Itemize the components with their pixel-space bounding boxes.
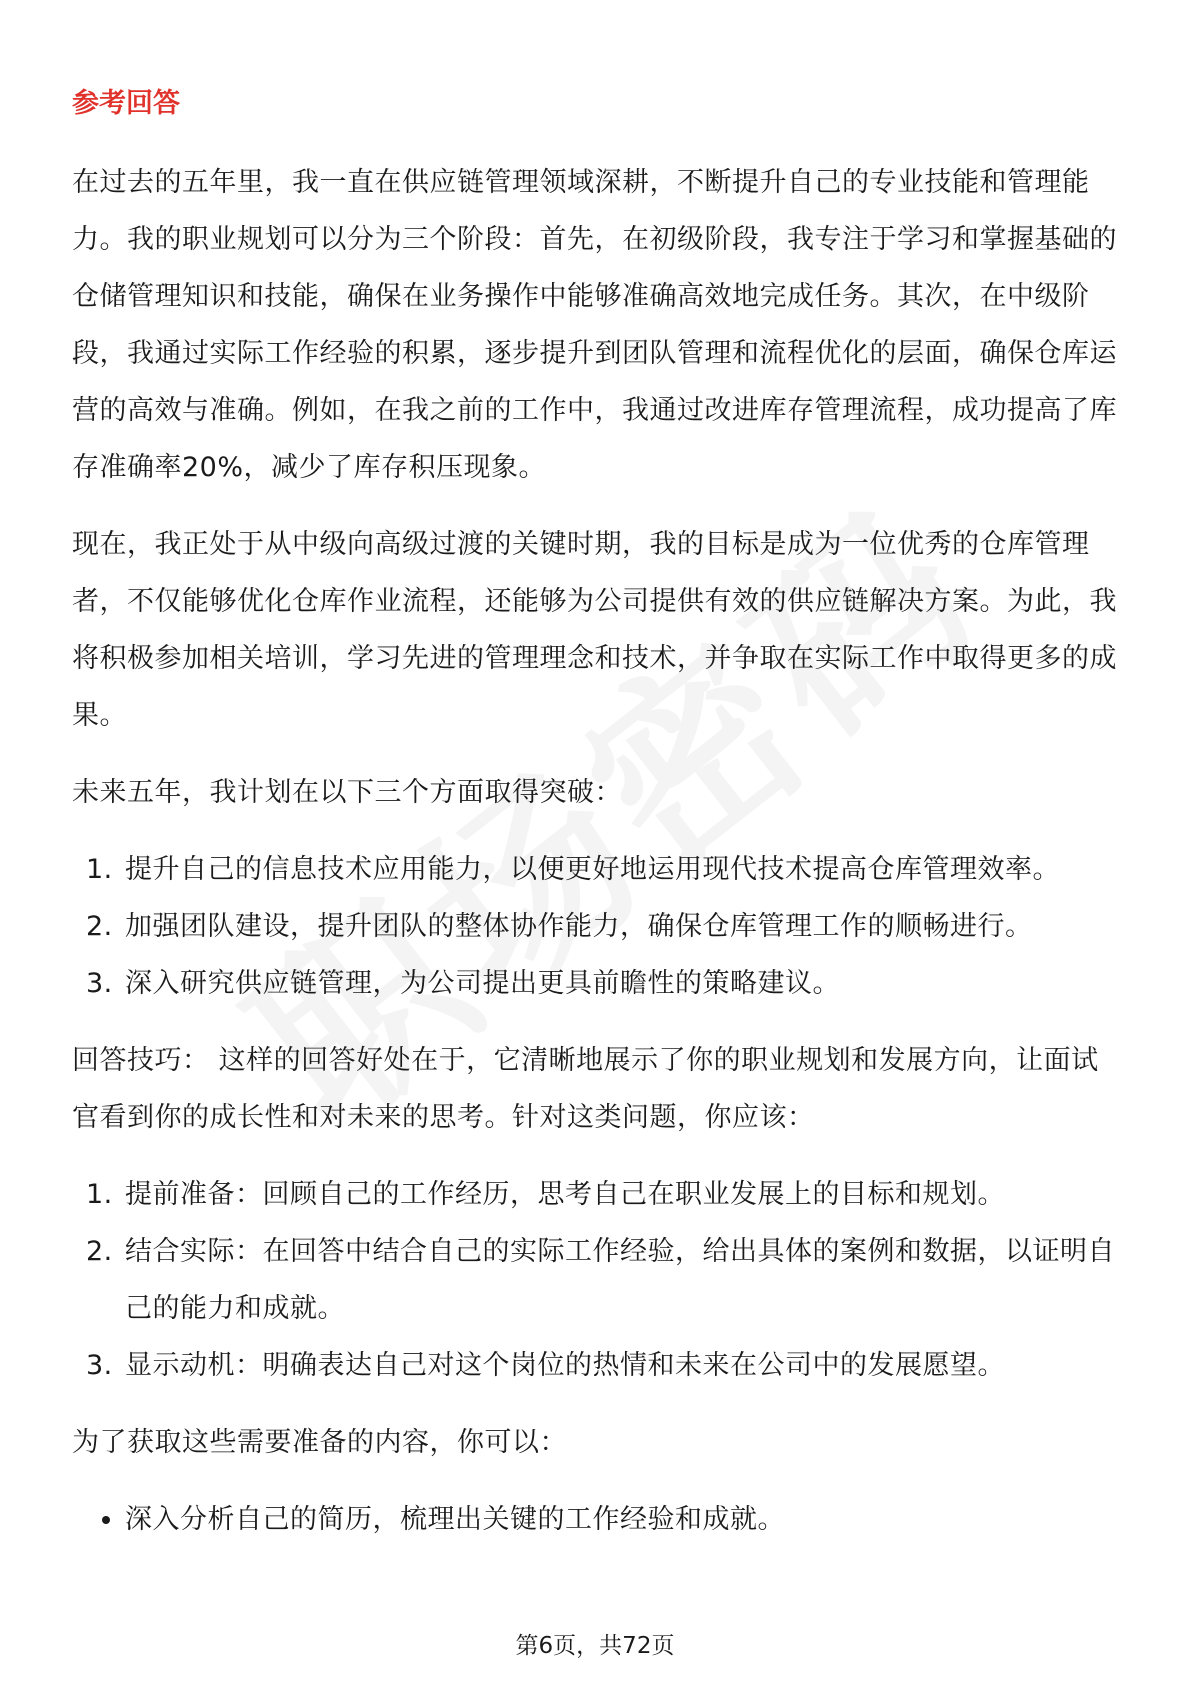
plan-list	[72, 841, 1122, 1012]
paragraph-tips: 回答技巧： 这样的回答好处在于，它清晰地展示了你的职业规划和发展方向，让面试官看到你的成长性和对未来的思考。针对这类问题，你应该：	[72, 1045, 1099, 1133]
list-item-text: 加强团队建设，提升团队的整体协作能力，确保仓库管理工作的顺畅进行。	[125, 911, 1033, 942]
list-item-text: 显示动机：明确表达自己对这个岗位的热情和未来在公司中的发展愿望。	[125, 1350, 1005, 1381]
list-item	[72, 841, 1122, 898]
list-number: 3.	[86, 1350, 113, 1381]
list-number: 2.	[86, 911, 113, 942]
list-number: 1.	[86, 854, 113, 885]
page-content	[72, 84, 1122, 1548]
list-item-text: 提升自己的信息技术应用能力，以便更好地运用现代技术提高仓库管理效率。	[125, 854, 1060, 885]
page-number: 第6页，共72页	[515, 1633, 675, 1659]
paragraph-career-stages: 在过去的五年里，我一直在供应链管理领域深耕，不断提升自己的专业技能和管理能力。我的职业规划可以分为三个阶段：首先，在初级阶段，我专注于学习和掌握基础的仓储管理知识和技能，确保在业务操作中能够准确高效地完成任务。其次，在中级阶段，我通过实际工作经验的积累，逐步提升到团队管理和流程优化的层面，确保仓库运营的高效与准确。例如，在我之前的工作中，我通过改进库存管理流程，成功提高了库存准确率20%，减少了库存积压现象。	[72, 167, 1117, 483]
preparation-list	[72, 1491, 1122, 1548]
paragraph-current-goal: 现在，我正处于从中级向高级过渡的关键时期，我的目标是成为一位优秀的仓库管理者，不仅能够优化仓库作业流程，还能够为公司提供有效的供应链解决方案。为此，我将积极参加相关培训，学习先进的管理理念和技术，并争取在实际工作中取得更多的成果。	[72, 529, 1117, 731]
list-item	[72, 1223, 1122, 1337]
list-item-text: 提前准备：回顾自己的工作经历，思考自己在职业发展上的目标和规划。	[125, 1179, 1005, 1210]
list-item	[72, 898, 1122, 955]
list-number: 1.	[86, 1179, 113, 1210]
list-item	[72, 1491, 1122, 1548]
list-item-text: 深入研究供应链管理，为公司提出更具前瞻性的策略建议。	[125, 968, 840, 999]
list-item	[72, 1337, 1122, 1394]
list-item	[72, 1166, 1122, 1223]
paragraph-future-intro: 未来五年，我计划在以下三个方面取得突破：	[72, 777, 622, 808]
tips-list	[72, 1166, 1122, 1394]
list-item-text: 深入分析自己的简历，梳理出关键的工作经验和成就。	[125, 1504, 785, 1535]
list-item-text: 结合实际：在回答中结合自己的实际工作经验，给出具体的案例和数据，以证明自己的能力和成就。	[125, 1236, 1115, 1324]
paragraph-preparation: 为了获取这些需要准备的内容，你可以：	[72, 1427, 567, 1458]
list-item	[72, 955, 1122, 1012]
list-number: 2.	[86, 1236, 113, 1267]
section-heading: 参考回答	[72, 88, 180, 119]
list-number: 3.	[86, 968, 113, 999]
bullet-icon	[102, 1516, 110, 1524]
